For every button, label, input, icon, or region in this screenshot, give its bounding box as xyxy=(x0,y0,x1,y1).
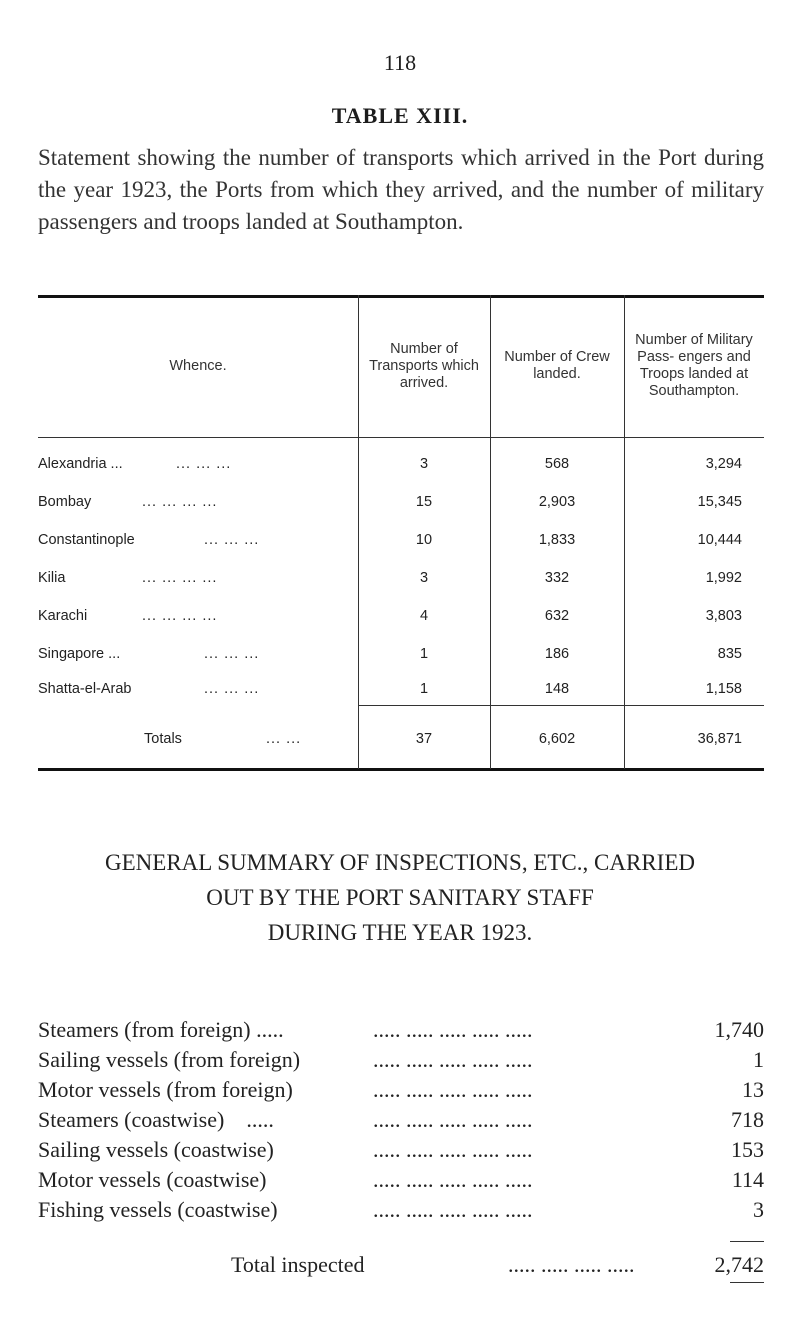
leader-dots: ... ... ... xyxy=(204,646,260,662)
table-totals-rule xyxy=(358,705,764,706)
row-transports: 15 xyxy=(415,494,433,510)
item-label: Steamers (from foreign) ..... xyxy=(38,1017,284,1042)
header-transports: Number of Transports which arrived. xyxy=(369,340,479,391)
header-troops: Number of Military Pass- engers and Troops landed at Southampton. xyxy=(635,332,753,399)
row-troops: 10,444 xyxy=(697,532,742,548)
leader-dots: ... ... ... xyxy=(204,532,260,548)
table-header-rule xyxy=(38,437,764,438)
item-value: 13 xyxy=(742,1077,764,1102)
leader-dots: ..... ..... ..... ..... ..... xyxy=(373,1137,533,1162)
sum-rule-top xyxy=(730,1241,764,1242)
leader-dots: ... ... ... xyxy=(176,456,232,472)
row-crew: 148 xyxy=(544,681,570,697)
leader-dots: ... ... ... ... xyxy=(142,570,218,586)
leader-dots: ..... ..... ..... ..... ..... xyxy=(373,1167,533,1192)
item-value: 3 xyxy=(753,1197,764,1222)
item-value: 114 xyxy=(731,1167,764,1192)
row-troops: 1,158 xyxy=(705,681,742,697)
list-item xyxy=(38,1135,764,1165)
table-description: Statement showing the number of transports which arrived in the Port during the year 1923, the Ports from which they arrived, and the number of military passengers and troops landed at Southampton. xyxy=(38,145,764,234)
summary-title-line: DURING THE YEAR 1923. xyxy=(267,920,533,945)
totals-row xyxy=(38,728,764,752)
transports-table xyxy=(38,295,764,771)
row-crew: 332 xyxy=(544,570,570,586)
leader-dots: ... ... xyxy=(266,731,302,747)
row-transports: 1 xyxy=(419,681,429,697)
leader-dots: ..... ..... ..... ..... ..... xyxy=(373,1047,533,1072)
row-crew: 632 xyxy=(544,608,570,624)
table-row xyxy=(38,678,764,702)
item-value: 718 xyxy=(731,1107,764,1132)
totals-troops: 36,871 xyxy=(697,731,742,747)
leader-dots: ... ... ... ... xyxy=(142,608,218,624)
header-crew: Number of Crew landed. xyxy=(504,349,610,382)
row-transports: 3 xyxy=(419,456,429,472)
row-troops: 835 xyxy=(717,646,742,662)
item-value: 1 xyxy=(753,1047,764,1072)
leader-dots: ..... ..... ..... ..... ..... xyxy=(373,1107,533,1132)
list-item xyxy=(38,1045,764,1075)
item-value: 153 xyxy=(731,1137,764,1162)
item-label: Motor vessels (coastwise) xyxy=(38,1167,267,1192)
leader-dots: ..... ..... ..... ..... xyxy=(508,1252,635,1277)
row-troops: 3,803 xyxy=(705,608,742,624)
list-item xyxy=(38,1165,764,1195)
row-place: Kilia xyxy=(38,570,66,586)
totals-crew: 6,602 xyxy=(538,731,576,747)
leader-dots: ..... ..... ..... ..... ..... xyxy=(373,1077,533,1102)
item-label: Motor vessels (from foreign) xyxy=(38,1077,293,1102)
row-crew: 2,903 xyxy=(538,494,576,510)
table-row xyxy=(38,567,764,591)
totals-transports: 37 xyxy=(415,731,433,747)
item-label: Fishing vessels (coastwise) xyxy=(38,1197,278,1222)
row-troops: 3,294 xyxy=(705,456,742,472)
leader-dots: ... ... ... xyxy=(204,681,260,697)
row-place: Karachi xyxy=(38,608,88,624)
table-row xyxy=(38,529,764,553)
row-place: Singapore ... xyxy=(38,646,121,662)
table-bottom-rule xyxy=(38,768,764,771)
item-value: 1,740 xyxy=(714,1017,764,1042)
row-crew: 1,833 xyxy=(538,532,576,548)
row-transports: 3 xyxy=(419,570,429,586)
item-label: Steamers (coastwise) ..... xyxy=(38,1107,274,1132)
summary-title-line: OUT BY THE PORT SANITARY STAFF xyxy=(206,885,594,910)
row-crew: 568 xyxy=(544,456,570,472)
table-row xyxy=(38,643,764,667)
row-troops: 1,992 xyxy=(705,570,742,586)
row-transports: 4 xyxy=(419,608,429,624)
row-transports: 10 xyxy=(415,532,433,548)
inspection-summary-list xyxy=(38,1015,764,1225)
sum-rule-bottom xyxy=(730,1282,764,1283)
totals-label: Totals xyxy=(144,731,182,747)
total-label: Total inspected xyxy=(231,1252,365,1277)
leader-dots: ..... ..... ..... ..... ..... xyxy=(373,1017,533,1042)
summary-title xyxy=(0,845,800,950)
summary-title-line: GENERAL SUMMARY OF INSPECTIONS, ETC., CARRIED xyxy=(105,850,695,875)
table-row xyxy=(38,491,764,515)
page-number: 118 xyxy=(383,50,417,75)
row-transports: 1 xyxy=(419,646,429,662)
row-crew: 186 xyxy=(544,646,570,662)
list-item xyxy=(38,1015,764,1045)
item-label: Sailing vessels (from foreign) xyxy=(38,1047,301,1072)
table-row xyxy=(38,605,764,629)
row-place: Shatta-el-Arab xyxy=(38,681,132,697)
row-place: Constantinople xyxy=(38,532,135,548)
table-row xyxy=(38,453,764,477)
row-troops: 15,345 xyxy=(697,494,742,510)
row-place: Alexandria ... xyxy=(38,456,123,472)
row-place: Bombay xyxy=(38,494,92,510)
list-item xyxy=(38,1075,764,1105)
total-value: 2,742 xyxy=(714,1252,764,1277)
table-title: TABLE XIII. xyxy=(331,103,469,128)
item-label: Sailing vessels (coastwise) xyxy=(38,1137,274,1162)
leader-dots: ..... ..... ..... ..... ..... xyxy=(373,1197,533,1222)
total-inspected-row xyxy=(38,1250,764,1280)
header-whence: Whence. xyxy=(169,357,227,374)
leader-dots: ... ... ... ... xyxy=(142,494,218,510)
list-item xyxy=(38,1195,764,1225)
list-item xyxy=(38,1105,764,1135)
